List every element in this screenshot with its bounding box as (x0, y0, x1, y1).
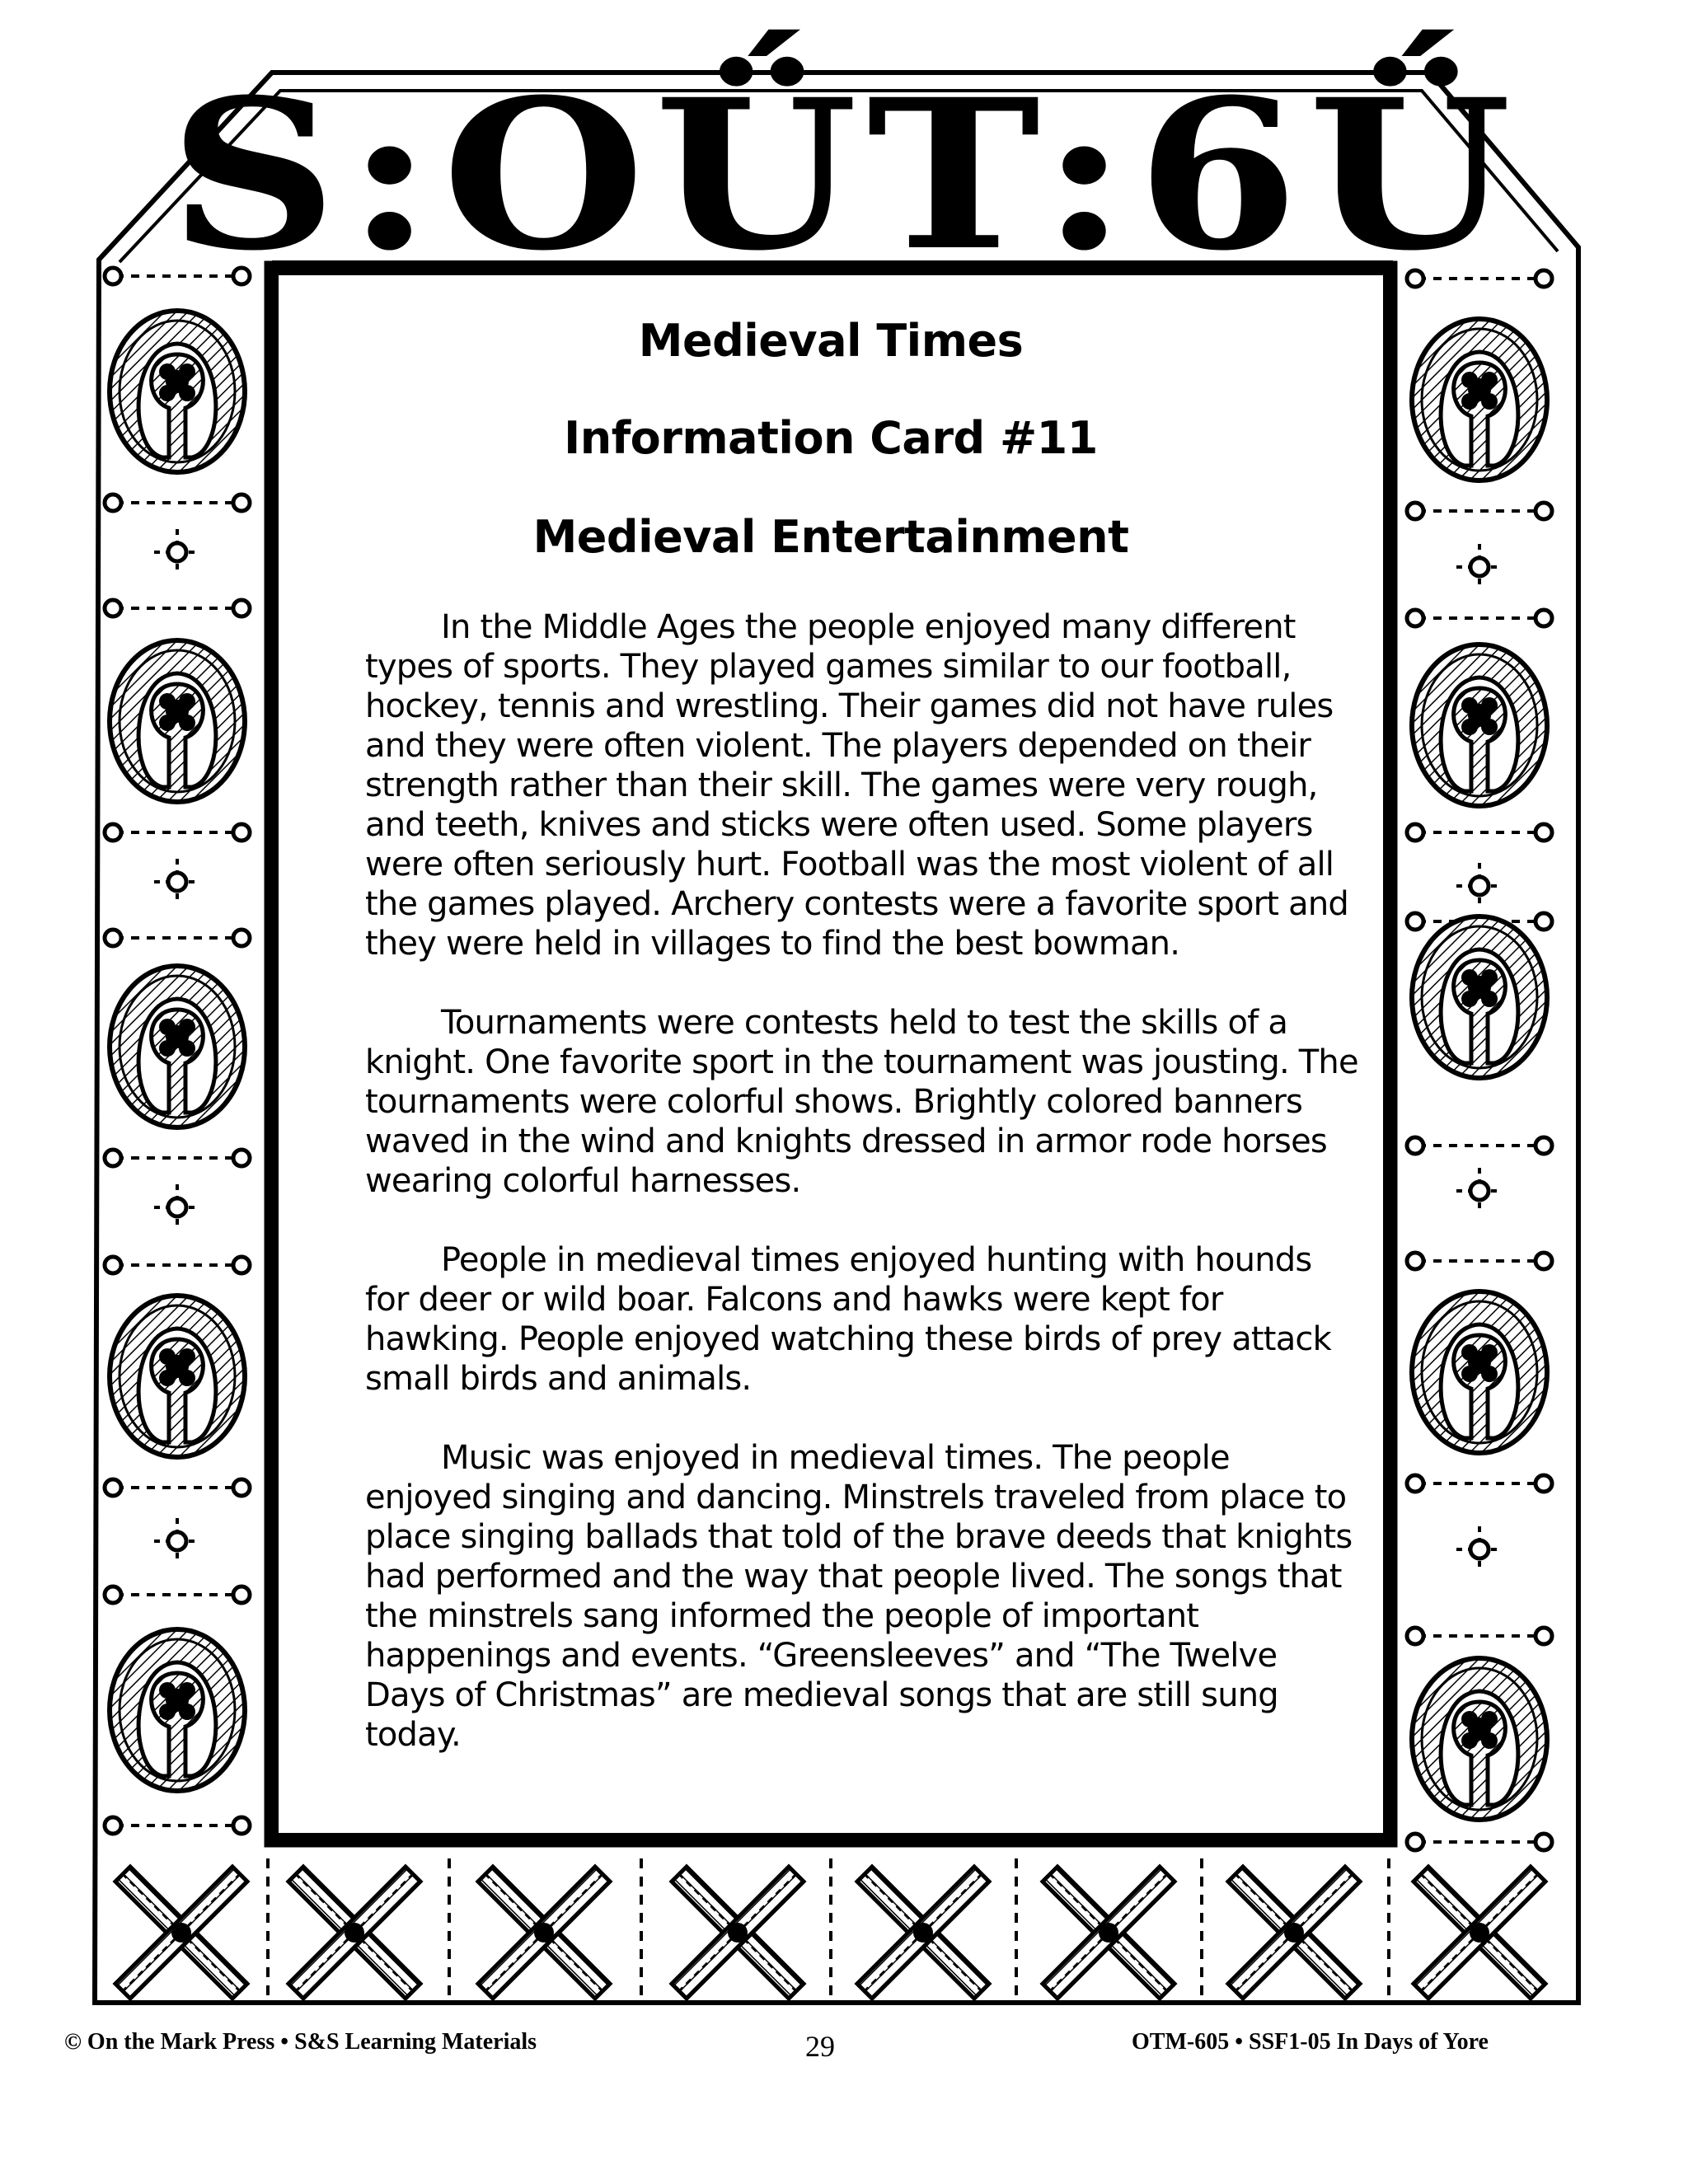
banner-lettering: S:OǗT:6Ǘ (169, 54, 1364, 296)
card-topic: Medieval Entertainment (532, 511, 1129, 563)
footer-product: OTM-605 • SSF1-05 In Days of Yore (1132, 2029, 1489, 2055)
paragraph-sports: In the Middle Ages the people enjoyed many different types of sports. They played games similar to our football, hockey, tennis and wrestling. Their games did not have rules and they were often violent. The players depended on their strength rather than their skill. The games were very rough, and teeth, knives and sticks were often used. Some players were often seriously hurt. Football was the most violent of all the games played. Archery contests were a favorite sport and they were held in villages to find the best bowman. (365, 608, 1348, 963)
paragraph-tournaments: Tournaments were contests held to test the skills of a knight. One favorite sport in the tournament was jousting. The tournaments were colorful shows. Brightly colored banners waved in the wind and knights dressed in armor rode horses wearing colorful harnesses. (365, 1004, 1358, 1200)
paragraph-hunting: People in medieval times enjoyed hunting with hounds for deer or wild boar. Falcons and hawks were kept for hawking. People enjoyed watching these birds of prey attack small birds and animals. (365, 1241, 1331, 1398)
card-number: Information Card #11 (564, 412, 1098, 464)
footer-publisher: © On the Mark Press • S&S Learning Materials (64, 2029, 537, 2055)
information-card (283, 282, 1379, 1830)
paragraph-music: Music was enjoyed in medieval times. The people enjoyed singing and dancing. Minstrels traveled from place to place singing ballads that told of the brave deeds that knights had performed and the way that people lived. The songs that the minstrels sang informed the people of important happenings and events. “Greensleeves” and “The Twelve Days of Christmas” are medieval songs that are still sung today. (365, 1439, 1353, 1754)
card-title: Medieval Times (638, 315, 1024, 367)
page-footer (0, 2029, 1688, 2062)
card-body (365, 607, 1358, 1794)
footer-page-number: 29 (805, 2030, 835, 2063)
